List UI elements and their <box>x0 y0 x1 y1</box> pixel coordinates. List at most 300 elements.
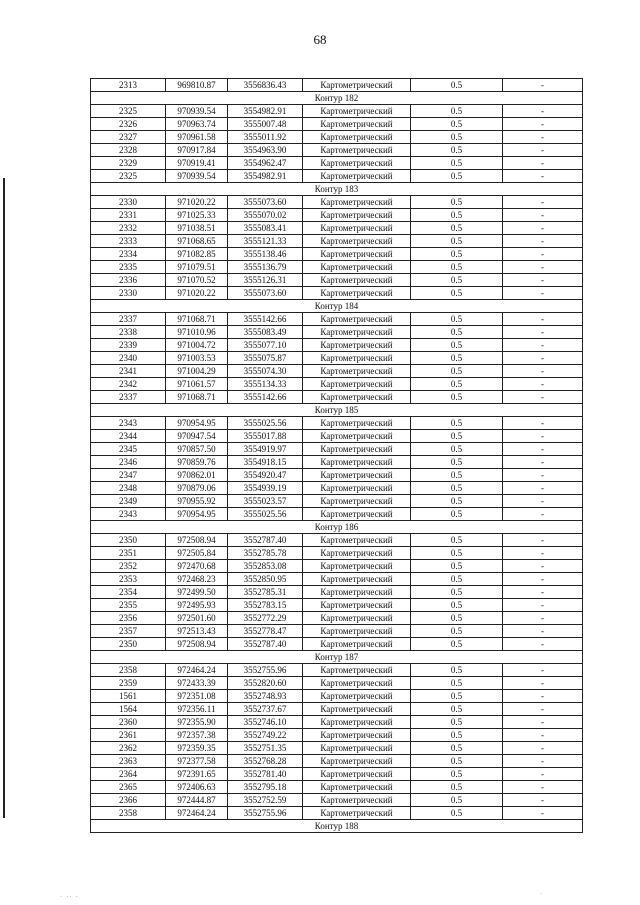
accuracy-cell: 0.5 <box>411 196 503 209</box>
table-row <box>91 365 583 378</box>
accuracy-cell: 0.5 <box>411 261 503 274</box>
x-coordinate-cell: 971070.52 <box>166 274 228 287</box>
note-cell: - <box>503 222 583 235</box>
y-coordinate-cell: 3555083.41 <box>228 222 303 235</box>
x-coordinate-cell: 970879.06 <box>166 482 228 495</box>
y-coordinate-cell: 3552785.31 <box>228 586 303 599</box>
point-number-cell: 2348 <box>91 482 166 495</box>
y-coordinate-cell: 3554982.91 <box>228 170 303 183</box>
table-row <box>91 794 583 807</box>
accuracy-cell: 0.5 <box>411 287 503 300</box>
contour-header-row <box>91 92 583 105</box>
method-cell: Картометрический <box>303 248 411 261</box>
table-row <box>91 339 583 352</box>
x-coordinate-cell: 972464.24 <box>166 664 228 677</box>
x-coordinate-cell: 971003.53 <box>166 352 228 365</box>
x-coordinate-cell: 972433.39 <box>166 677 228 690</box>
method-cell: Картометрический <box>303 755 411 768</box>
y-coordinate-cell: 3555007.48 <box>228 118 303 131</box>
method-cell: Картометрический <box>303 729 411 742</box>
table-row <box>91 664 583 677</box>
note-cell: - <box>503 573 583 586</box>
method-cell: Картометрический <box>303 430 411 443</box>
x-coordinate-cell: 972508.94 <box>166 534 228 547</box>
accuracy-cell: 0.5 <box>411 235 503 248</box>
note-cell: - <box>503 560 583 573</box>
accuracy-cell: 0.5 <box>411 79 503 92</box>
method-cell: Картометрический <box>303 768 411 781</box>
point-number-cell: 2331 <box>91 209 166 222</box>
table-row <box>91 560 583 573</box>
method-cell: Картометрический <box>303 326 411 339</box>
point-number-cell: 2327 <box>91 131 166 144</box>
method-cell: Картометрический <box>303 638 411 651</box>
method-cell: Картометрический <box>303 352 411 365</box>
point-number-cell: 1564 <box>91 703 166 716</box>
x-coordinate-cell: 972351.08 <box>166 690 228 703</box>
y-coordinate-cell: 3554918.15 <box>228 456 303 469</box>
method-cell: Картометрический <box>303 781 411 794</box>
accuracy-cell: 0.5 <box>411 222 503 235</box>
table-row <box>91 768 583 781</box>
accuracy-cell: 0.5 <box>411 391 503 404</box>
accuracy-cell: 0.5 <box>411 105 503 118</box>
table-row <box>91 248 583 261</box>
method-cell: Картометрический <box>303 170 411 183</box>
y-coordinate-cell: 3552785.78 <box>228 547 303 560</box>
accuracy-cell: 0.5 <box>411 339 503 352</box>
y-coordinate-cell: 3556836.43 <box>228 79 303 92</box>
x-coordinate-cell: 972444.87 <box>166 794 228 807</box>
method-cell: Картометрический <box>303 742 411 755</box>
method-cell: Картометрический <box>303 508 411 521</box>
y-coordinate-cell: 3552755.96 <box>228 664 303 677</box>
x-coordinate-cell: 971068.71 <box>166 313 228 326</box>
accuracy-cell: 0.5 <box>411 534 503 547</box>
x-coordinate-cell: 971010.96 <box>166 326 228 339</box>
x-coordinate-cell: 971020.22 <box>166 287 228 300</box>
x-coordinate-cell: 972464.24 <box>166 807 228 820</box>
y-coordinate-cell: 3552795.18 <box>228 781 303 794</box>
contour-label: Контур 184 <box>91 300 583 313</box>
contour-label: Контур 188 <box>91 820 583 833</box>
note-cell: - <box>503 703 583 716</box>
accuracy-cell: 0.5 <box>411 131 503 144</box>
table-row <box>91 79 583 92</box>
x-coordinate-cell: 972501.60 <box>166 612 228 625</box>
table-row <box>91 469 583 482</box>
table-row <box>91 677 583 690</box>
note-cell: - <box>503 534 583 547</box>
point-number-cell: 2361 <box>91 729 166 742</box>
table-row <box>91 534 583 547</box>
note-cell: - <box>503 729 583 742</box>
y-coordinate-cell: 3552748.93 <box>228 690 303 703</box>
table-row <box>91 131 583 144</box>
point-number-cell: 2358 <box>91 664 166 677</box>
note-cell: - <box>503 755 583 768</box>
x-coordinate-cell: 972357.38 <box>166 729 228 742</box>
accuracy-cell: 0.5 <box>411 118 503 131</box>
table-row <box>91 144 583 157</box>
method-cell: Картометрический <box>303 209 411 222</box>
y-coordinate-cell: 3555077.10 <box>228 339 303 352</box>
accuracy-cell: 0.5 <box>411 677 503 690</box>
accuracy-cell: 0.5 <box>411 469 503 482</box>
point-number-cell: 2340 <box>91 352 166 365</box>
x-coordinate-cell: 972505.84 <box>166 547 228 560</box>
table-row <box>91 638 583 651</box>
table-row <box>91 716 583 729</box>
page-number: 68 <box>313 32 327 47</box>
point-number-cell: 2353 <box>91 573 166 586</box>
accuracy-cell: 0.5 <box>411 352 503 365</box>
y-coordinate-cell: 3554963.90 <box>228 144 303 157</box>
method-cell: Картометрический <box>303 365 411 378</box>
x-coordinate-cell: 970961.58 <box>166 131 228 144</box>
accuracy-cell: 0.5 <box>411 417 503 430</box>
point-number-cell: 2332 <box>91 222 166 235</box>
point-number-cell: 2345 <box>91 443 166 456</box>
table-row <box>91 378 583 391</box>
point-number-cell: 2363 <box>91 755 166 768</box>
table-row <box>91 287 583 300</box>
point-number-cell: 2328 <box>91 144 166 157</box>
x-coordinate-cell: 972508.94 <box>166 638 228 651</box>
point-number-cell: 2364 <box>91 768 166 781</box>
accuracy-cell: 0.5 <box>411 729 503 742</box>
method-cell: Картометрический <box>303 456 411 469</box>
contour-label: Контур 187 <box>91 651 583 664</box>
table-row <box>91 755 583 768</box>
y-coordinate-cell: 3555075.87 <box>228 352 303 365</box>
y-coordinate-cell: 3552737.67 <box>228 703 303 716</box>
y-coordinate-cell: 3552755.96 <box>228 807 303 820</box>
accuracy-cell: 0.5 <box>411 742 503 755</box>
method-cell: Картометрический <box>303 261 411 274</box>
note-cell: - <box>503 313 583 326</box>
accuracy-cell: 0.5 <box>411 768 503 781</box>
method-cell: Картометрический <box>303 599 411 612</box>
y-coordinate-cell: 3555121.33 <box>228 235 303 248</box>
x-coordinate-cell: 971004.29 <box>166 365 228 378</box>
table-row <box>91 742 583 755</box>
y-coordinate-cell: 3555011.92 <box>228 131 303 144</box>
x-coordinate-cell: 971079.51 <box>166 261 228 274</box>
method-cell: Картометрический <box>303 482 411 495</box>
y-coordinate-cell: 3552751.35 <box>228 742 303 755</box>
note-cell: - <box>503 157 583 170</box>
method-cell: Картометрический <box>303 495 411 508</box>
table-row <box>91 781 583 794</box>
x-coordinate-cell: 970947.54 <box>166 430 228 443</box>
x-coordinate-cell: 972468.23 <box>166 573 228 586</box>
method-cell: Картометрический <box>303 807 411 820</box>
point-number-cell: 2355 <box>91 599 166 612</box>
accuracy-cell: 0.5 <box>411 781 503 794</box>
note-cell: - <box>503 235 583 248</box>
note-cell: - <box>503 638 583 651</box>
table-row <box>91 352 583 365</box>
x-coordinate-cell: 970857.50 <box>166 443 228 456</box>
y-coordinate-cell: 3555070.02 <box>228 209 303 222</box>
y-coordinate-cell: 3554920.47 <box>228 469 303 482</box>
x-coordinate-cell: 971061.57 <box>166 378 228 391</box>
accuracy-cell: 0.5 <box>411 209 503 222</box>
note-cell: - <box>503 274 583 287</box>
note-cell: - <box>503 79 583 92</box>
y-coordinate-cell: 3555074.30 <box>228 365 303 378</box>
note-cell: - <box>503 196 583 209</box>
point-number-cell: 2352 <box>91 560 166 573</box>
method-cell: Картометрический <box>303 794 411 807</box>
accuracy-cell: 0.5 <box>411 430 503 443</box>
method-cell: Картометрический <box>303 573 411 586</box>
note-cell: - <box>503 768 583 781</box>
x-coordinate-cell: 972513.43 <box>166 625 228 638</box>
table-row <box>91 443 583 456</box>
table-row <box>91 326 583 339</box>
accuracy-cell: 0.5 <box>411 612 503 625</box>
note-cell: - <box>503 391 583 404</box>
method-cell: Картометрический <box>303 703 411 716</box>
point-number-cell: 2357 <box>91 625 166 638</box>
table-row <box>91 313 583 326</box>
accuracy-cell: 0.5 <box>411 274 503 287</box>
point-number-cell: 2338 <box>91 326 166 339</box>
method-cell: Картометрический <box>303 417 411 430</box>
contour-header-row <box>91 183 583 196</box>
contour-label: Контур 183 <box>91 183 583 196</box>
y-coordinate-cell: 3554982.91 <box>228 105 303 118</box>
y-coordinate-cell: 3552772.29 <box>228 612 303 625</box>
point-number-cell: 2350 <box>91 638 166 651</box>
x-coordinate-cell: 970954.95 <box>166 508 228 521</box>
accuracy-cell: 0.5 <box>411 794 503 807</box>
point-number-cell: 2365 <box>91 781 166 794</box>
note-cell: - <box>503 664 583 677</box>
y-coordinate-cell: 3554939.19 <box>228 482 303 495</box>
point-number-cell: 2335 <box>91 261 166 274</box>
accuracy-cell: 0.5 <box>411 170 503 183</box>
note-cell: - <box>503 352 583 365</box>
method-cell: Картометрический <box>303 222 411 235</box>
accuracy-cell: 0.5 <box>411 495 503 508</box>
table-row <box>91 209 583 222</box>
scan-mark-left: · ·· · <box>60 893 79 901</box>
x-coordinate-cell: 970939.54 <box>166 170 228 183</box>
note-cell: - <box>503 482 583 495</box>
x-coordinate-cell: 972499.50 <box>166 586 228 599</box>
note-cell: - <box>503 586 583 599</box>
contour-header-row <box>91 404 583 417</box>
table-row <box>91 690 583 703</box>
accuracy-cell: 0.5 <box>411 703 503 716</box>
y-coordinate-cell: 3552752.59 <box>228 794 303 807</box>
point-number-cell: 2343 <box>91 417 166 430</box>
accuracy-cell: 0.5 <box>411 326 503 339</box>
scan-mark-right: · <box>540 890 543 898</box>
y-coordinate-cell: 3552820.60 <box>228 677 303 690</box>
table-row <box>91 105 583 118</box>
point-number-cell: 2337 <box>91 313 166 326</box>
x-coordinate-cell: 970954.95 <box>166 417 228 430</box>
point-number-cell: 2349 <box>91 495 166 508</box>
method-cell: Картометрический <box>303 625 411 638</box>
note-cell: - <box>503 287 583 300</box>
note-cell: - <box>503 170 583 183</box>
x-coordinate-cell: 969810.87 <box>166 79 228 92</box>
method-cell: Картометрический <box>303 534 411 547</box>
point-number-cell: 2356 <box>91 612 166 625</box>
point-number-cell: 2330 <box>91 196 166 209</box>
accuracy-cell: 0.5 <box>411 508 503 521</box>
table-row <box>91 261 583 274</box>
x-coordinate-cell: 971020.22 <box>166 196 228 209</box>
point-number-cell: 2366 <box>91 794 166 807</box>
method-cell: Картометрический <box>303 469 411 482</box>
table-row <box>91 625 583 638</box>
accuracy-cell: 0.5 <box>411 482 503 495</box>
point-number-cell: 2341 <box>91 365 166 378</box>
margin-line <box>3 178 5 818</box>
accuracy-cell: 0.5 <box>411 638 503 651</box>
x-coordinate-cell: 972359.35 <box>166 742 228 755</box>
y-coordinate-cell: 3555023.57 <box>228 495 303 508</box>
note-cell: - <box>503 794 583 807</box>
point-number-cell: 2347 <box>91 469 166 482</box>
table-row <box>91 729 583 742</box>
note-cell: - <box>503 677 583 690</box>
x-coordinate-cell: 970919.41 <box>166 157 228 170</box>
method-cell: Картометрический <box>303 118 411 131</box>
note-cell: - <box>503 261 583 274</box>
y-coordinate-cell: 3555142.66 <box>228 391 303 404</box>
note-cell: - <box>503 508 583 521</box>
note-cell: - <box>503 365 583 378</box>
table-row <box>91 586 583 599</box>
point-number-cell: 2351 <box>91 547 166 560</box>
method-cell: Картометрический <box>303 664 411 677</box>
contour-label: Контур 182 <box>91 92 583 105</box>
method-cell: Картометрический <box>303 391 411 404</box>
coordinates-table <box>90 78 583 833</box>
x-coordinate-cell: 970955.92 <box>166 495 228 508</box>
y-coordinate-cell: 3554919.97 <box>228 443 303 456</box>
y-coordinate-cell: 3555073.60 <box>228 287 303 300</box>
method-cell: Картометрический <box>303 612 411 625</box>
point-number-cell: 2350 <box>91 534 166 547</box>
table-row <box>91 222 583 235</box>
accuracy-cell: 0.5 <box>411 716 503 729</box>
table-row <box>91 235 583 248</box>
method-cell: Картометрический <box>303 144 411 157</box>
method-cell: Картометрический <box>303 378 411 391</box>
x-coordinate-cell: 970862.01 <box>166 469 228 482</box>
note-cell: - <box>503 612 583 625</box>
x-coordinate-cell: 972495.93 <box>166 599 228 612</box>
point-number-cell: 2329 <box>91 157 166 170</box>
note-cell: - <box>503 742 583 755</box>
note-cell: - <box>503 625 583 638</box>
x-coordinate-cell: 971004.72 <box>166 339 228 352</box>
y-coordinate-cell: 3552768.28 <box>228 755 303 768</box>
method-cell: Картометрический <box>303 677 411 690</box>
note-cell: - <box>503 339 583 352</box>
method-cell: Картометрический <box>303 131 411 144</box>
accuracy-cell: 0.5 <box>411 378 503 391</box>
x-coordinate-cell: 972377.58 <box>166 755 228 768</box>
note-cell: - <box>503 547 583 560</box>
note-cell: - <box>503 144 583 157</box>
note-cell: - <box>503 209 583 222</box>
note-cell: - <box>503 716 583 729</box>
y-coordinate-cell: 3552787.40 <box>228 534 303 547</box>
table-row <box>91 612 583 625</box>
table-row <box>91 417 583 430</box>
x-coordinate-cell: 971082.85 <box>166 248 228 261</box>
x-coordinate-cell: 972391.65 <box>166 768 228 781</box>
table-row <box>91 482 583 495</box>
point-number-cell: 2358 <box>91 807 166 820</box>
note-cell: - <box>503 495 583 508</box>
accuracy-cell: 0.5 <box>411 547 503 560</box>
method-cell: Картометрический <box>303 79 411 92</box>
table-row <box>91 157 583 170</box>
y-coordinate-cell: 3552850.95 <box>228 573 303 586</box>
table-row <box>91 170 583 183</box>
method-cell: Картометрический <box>303 287 411 300</box>
accuracy-cell: 0.5 <box>411 690 503 703</box>
method-cell: Картометрический <box>303 235 411 248</box>
accuracy-cell: 0.5 <box>411 443 503 456</box>
x-coordinate-cell: 972406.63 <box>166 781 228 794</box>
accuracy-cell: 0.5 <box>411 560 503 573</box>
table-row <box>91 430 583 443</box>
point-number-cell: 2336 <box>91 274 166 287</box>
note-cell: - <box>503 131 583 144</box>
point-number-cell: 2325 <box>91 170 166 183</box>
y-coordinate-cell: 3555083.49 <box>228 326 303 339</box>
contour-label: Контур 186 <box>91 521 583 534</box>
table-row <box>91 495 583 508</box>
x-coordinate-cell: 970963.74 <box>166 118 228 131</box>
x-coordinate-cell: 971068.71 <box>166 391 228 404</box>
table-row <box>91 274 583 287</box>
table-row <box>91 599 583 612</box>
note-cell: - <box>503 248 583 261</box>
note-cell: - <box>503 378 583 391</box>
accuracy-cell: 0.5 <box>411 573 503 586</box>
contour-header-row <box>91 651 583 664</box>
y-coordinate-cell: 3555073.60 <box>228 196 303 209</box>
accuracy-cell: 0.5 <box>411 365 503 378</box>
y-coordinate-cell: 3552749.22 <box>228 729 303 742</box>
accuracy-cell: 0.5 <box>411 248 503 261</box>
y-coordinate-cell: 3552787.40 <box>228 638 303 651</box>
x-coordinate-cell: 971038.51 <box>166 222 228 235</box>
table-row <box>91 118 583 131</box>
note-cell: - <box>503 469 583 482</box>
method-cell: Картометрический <box>303 560 411 573</box>
point-number-cell: 2362 <box>91 742 166 755</box>
table-row <box>91 391 583 404</box>
note-cell: - <box>503 417 583 430</box>
method-cell: Картометрический <box>303 105 411 118</box>
y-coordinate-cell: 3555025.56 <box>228 508 303 521</box>
note-cell: - <box>503 326 583 339</box>
note-cell: - <box>503 456 583 469</box>
